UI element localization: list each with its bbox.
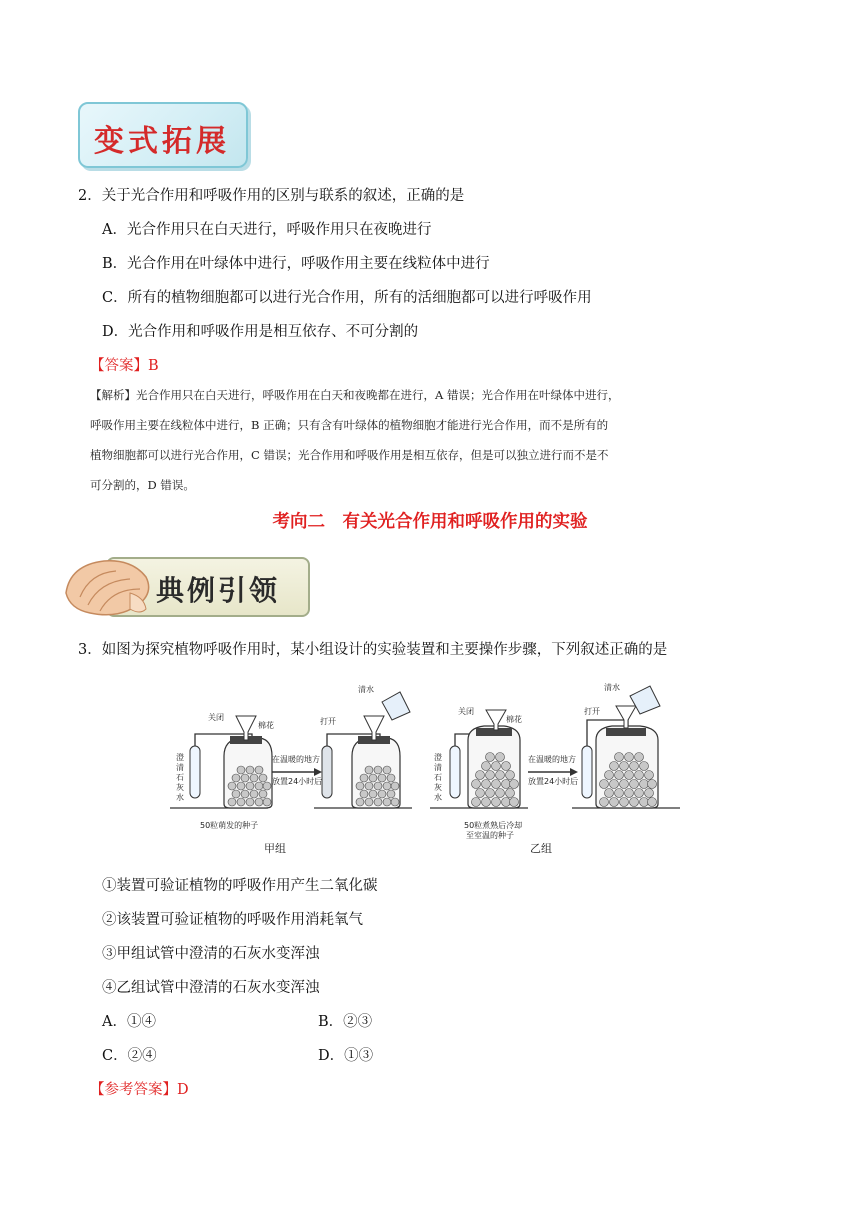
q2-analysis-line-4: 可分割的，D 错误。 (90, 478, 195, 492)
q3-answer-label: 【参考答案】 (90, 1082, 177, 1098)
q2-option-c: C．所有的植物细胞都可以进行光合作用，所有的活细胞都可以进行呼吸作用 (102, 290, 592, 306)
example-banner-title: 典例引领 (156, 574, 281, 607)
q3-option-a: A．①④ (102, 1014, 156, 1030)
yi-seeds-label-2: 至室温的种子 (466, 831, 514, 840)
q3-option-b: B．②③ (318, 1014, 373, 1030)
yi-water-label: 清水 (604, 683, 620, 692)
jia-cotton-label: 棉花 (258, 721, 274, 730)
yi-limewater-label (434, 752, 442, 802)
yi-closed-label: 关闭 (458, 707, 474, 716)
q3-statement-2: ②该装置可验证植物的呼吸作用消耗氧气 (102, 912, 363, 928)
svg-text:澄: 澄 (176, 753, 184, 762)
svg-text:水: 水 (434, 793, 442, 802)
q3-answer-value: D (177, 1082, 189, 1098)
q2-analysis-line-3: 植物细胞都可以进行光合作用，C 错误；光合作用和呼吸作用是相互依存，但是可以独立进行而不是不 (90, 448, 609, 462)
q3-statement-4: ④乙组试管中澄清的石灰水变浑浊 (102, 980, 320, 996)
jia-arrow-text-2: 放置24小时后 (272, 777, 323, 786)
jia-arrow-text-1: 在温暖的地方 (272, 755, 320, 764)
q2-option-d: D．光合作用和呼吸作用是相互依存、不可分割的 (102, 324, 419, 340)
yi-arrow-text-2: 放置24小时后 (528, 777, 579, 786)
svg-text:灰: 灰 (176, 783, 184, 792)
yi-cotton-label: 棉花 (506, 715, 522, 724)
q2-option-a: A．光合作用只在白天进行，呼吸作用只在夜晚进行 (102, 222, 432, 238)
q2-answer-label: 【答案】 (90, 358, 148, 374)
q2-answer (90, 356, 159, 376)
q3-answer (90, 1080, 189, 1100)
jia-before-apparatus (170, 716, 272, 808)
q3-stem: 3．如图为探究植物呼吸作用时，某小组设计的实验装置和主要操作步骤，下列叙述正确的是 (78, 642, 668, 658)
variant-banner (78, 102, 248, 168)
group-yi-label: 乙组 (530, 842, 552, 855)
yi-seeds-label-1: 50粒煮熟后冷却 (464, 821, 523, 830)
jia-after-apparatus (314, 692, 412, 808)
conch-shell-icon (60, 553, 156, 623)
jia-water-label: 清水 (358, 685, 374, 694)
svg-text:澄: 澄 (434, 753, 442, 762)
yi-before-apparatus (430, 710, 528, 808)
q3-statement-1: ①装置可验证植物的呼吸作用产生二氧化碳 (102, 878, 378, 894)
q2-analysis (90, 380, 780, 500)
q3-statement-3: ③甲组试管中澄清的石灰水变浑浊 (102, 946, 320, 962)
q2-analysis-line-2: 呼吸作用主要在线粒体中进行，B 正确；只有含有叶绿体的植物细胞才能进行光合作用，而不是所有的 (90, 418, 609, 432)
svg-text:水: 水 (176, 793, 184, 802)
svg-text:石: 石 (176, 773, 184, 782)
yi-arrow-text-1: 在温暖的地方 (528, 755, 576, 764)
q2-stem: 2．关于光合作用和呼吸作用的区别与联系的叙述，正确的是 (78, 188, 465, 204)
section-heading: 考向二 有关光合作用和呼吸作用的实验 (272, 512, 588, 532)
yi-open-label: 打开 (584, 707, 600, 716)
svg-text:清: 清 (434, 763, 442, 772)
svg-text:灰: 灰 (434, 783, 442, 792)
svg-text:清: 清 (176, 763, 184, 772)
q3-option-c: C．②④ (102, 1048, 157, 1064)
yi-after-apparatus (572, 686, 680, 808)
jia-limewater-label (176, 752, 184, 802)
variant-banner-title: 变式拓展 (94, 124, 230, 159)
jia-closed-label: 关闭 (208, 713, 224, 722)
jia-seeds-label: 50粒萌发的种子 (200, 821, 259, 830)
q2-analysis-line-1: 【解析】光合作用只在白天进行，呼吸作用在白天和夜晚都在进行，A 错误；光合作用在叶绿体中进行， (90, 388, 620, 402)
experiment-figure (168, 680, 688, 858)
q2-answer-value: B (148, 358, 159, 374)
svg-text:石: 石 (434, 773, 442, 782)
group-jia-label: 甲组 (264, 842, 286, 855)
jia-open-label: 打开 (320, 717, 336, 726)
q2-option-b: B．光合作用在叶绿体中进行，呼吸作用主要在线粒体中进行 (102, 256, 490, 272)
q3-option-d: D．①③ (318, 1048, 374, 1064)
